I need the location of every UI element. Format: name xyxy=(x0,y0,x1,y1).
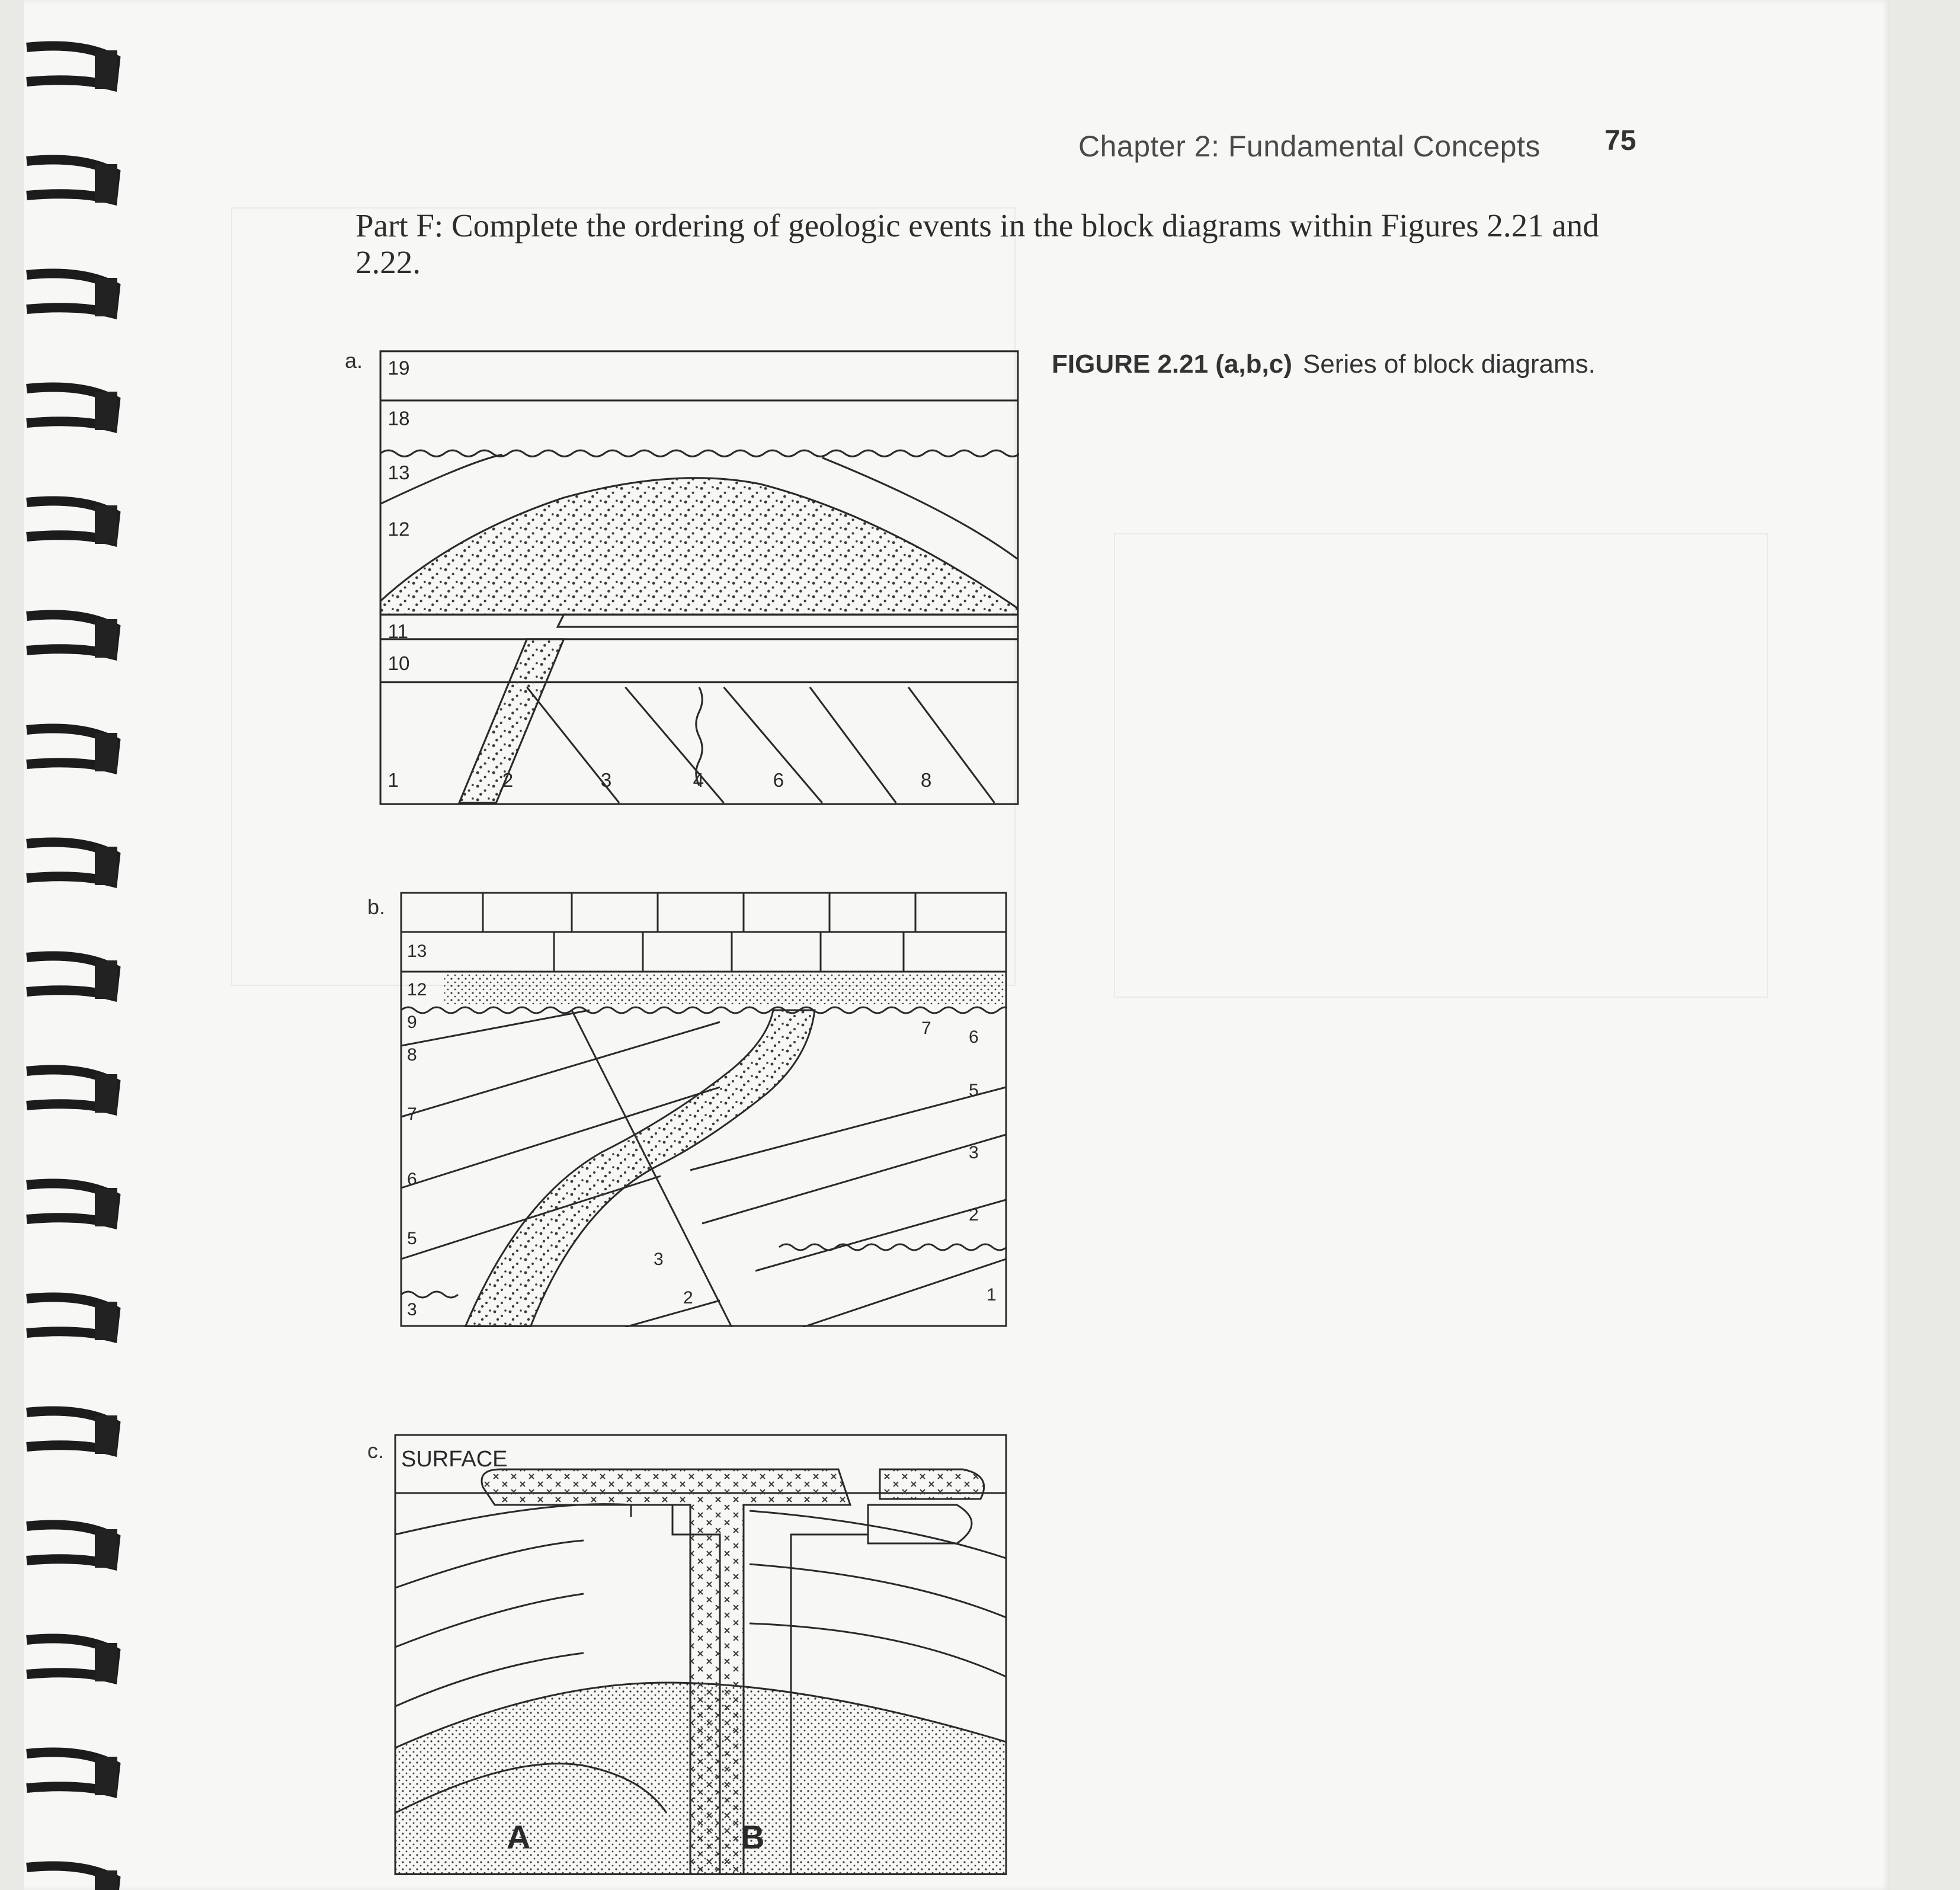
figure-b-label: b. xyxy=(367,895,386,919)
binding-coil xyxy=(27,501,117,544)
binding-coil xyxy=(27,1866,117,1890)
binding-coil xyxy=(27,615,117,658)
binding-coil xyxy=(27,274,117,317)
unit-label: 5 xyxy=(969,1081,979,1100)
unit-label: 10 xyxy=(387,652,410,675)
figure-caption xyxy=(1052,350,1596,379)
figure-number: FIGURE 2.21 (a,b,c) xyxy=(1052,350,1292,379)
running-head: Chapter 2: Fundamental Concepts xyxy=(1078,130,1541,163)
unit-label: 7 xyxy=(921,1018,931,1038)
unit-label: 3 xyxy=(600,770,612,792)
unit-label: 3 xyxy=(654,1250,664,1269)
figure-a-label: a. xyxy=(345,348,363,373)
binding-coil xyxy=(27,1753,117,1796)
unit-label: 12 xyxy=(407,980,427,1000)
unit-label: 2 xyxy=(969,1205,979,1225)
block-diagram-a xyxy=(379,350,1019,806)
unit-label: 2 xyxy=(502,770,514,792)
binding-coil xyxy=(27,46,117,89)
binding-coil xyxy=(27,956,117,1000)
unit-label: 9 xyxy=(407,1013,417,1032)
unit-label: 6 xyxy=(407,1170,417,1189)
unit-label: 11 xyxy=(387,620,409,643)
limestone-joints-top xyxy=(483,893,915,932)
unit-label: 13 xyxy=(387,462,410,484)
binding-coil xyxy=(27,1639,117,1682)
binding-coil xyxy=(27,1184,117,1227)
pluton-b-label: B xyxy=(741,1818,765,1856)
pluton-a-label: A xyxy=(507,1818,531,1856)
conglomerate-12 xyxy=(444,972,1006,1004)
unit-label: 13 xyxy=(407,941,427,961)
binding-coil xyxy=(27,1411,117,1455)
binding-coil xyxy=(27,387,117,431)
unit-label: 19 xyxy=(387,357,410,380)
unit-label: 6 xyxy=(773,770,784,792)
surface-label: SURFACE xyxy=(401,1447,508,1472)
book-page xyxy=(24,0,1890,1890)
unit-label: 5 xyxy=(407,1229,417,1248)
unit-label: 2 xyxy=(683,1288,693,1308)
beds-left xyxy=(401,1010,720,1327)
folded-sandstone-12 xyxy=(380,478,1018,615)
unconformity-b xyxy=(401,1007,1007,1013)
binding-coil xyxy=(27,843,117,886)
unit-label: 1 xyxy=(987,1285,997,1305)
unit-label: 18 xyxy=(387,408,410,430)
unit-label: 3 xyxy=(969,1143,979,1162)
unit-label: 1 xyxy=(387,770,399,792)
unit-label: 12 xyxy=(387,518,410,541)
beds-right xyxy=(690,1087,1006,1327)
page-number: 75 xyxy=(1604,125,1636,156)
unconformity xyxy=(380,450,1019,456)
block-diagram-b xyxy=(400,892,1007,1327)
part-f-instructions: Part F: Complete the ordering of geologic events in the block diagrams within Figures 2.21 and 2.22. xyxy=(356,207,1599,280)
show-through-frame xyxy=(1114,533,1768,998)
unit-label: 4 xyxy=(693,770,704,792)
figure-c-label: c. xyxy=(367,1439,385,1463)
unit-label: 8 xyxy=(920,770,932,792)
binding-coil xyxy=(27,160,117,203)
binding-coil xyxy=(27,729,117,772)
sill-right xyxy=(880,1469,984,1499)
figure-caption-text: Series of block diagrams. xyxy=(1302,350,1596,379)
unconformity-lower xyxy=(401,1292,458,1298)
unit-label: 6 xyxy=(969,1027,979,1047)
binding-coil xyxy=(27,1298,117,1341)
unit-label: 3 xyxy=(407,1300,417,1319)
spiral-binding xyxy=(24,0,160,1890)
dike-b xyxy=(465,1010,815,1327)
binding-coil xyxy=(27,1070,117,1113)
unconformity-right xyxy=(779,1244,1007,1250)
unit-label: 8 xyxy=(407,1045,417,1065)
binding-coil xyxy=(27,1525,117,1568)
block-diagram-c xyxy=(394,1434,1007,1875)
unit-label: 7 xyxy=(407,1104,417,1124)
limestone-joints-13 xyxy=(554,932,904,972)
